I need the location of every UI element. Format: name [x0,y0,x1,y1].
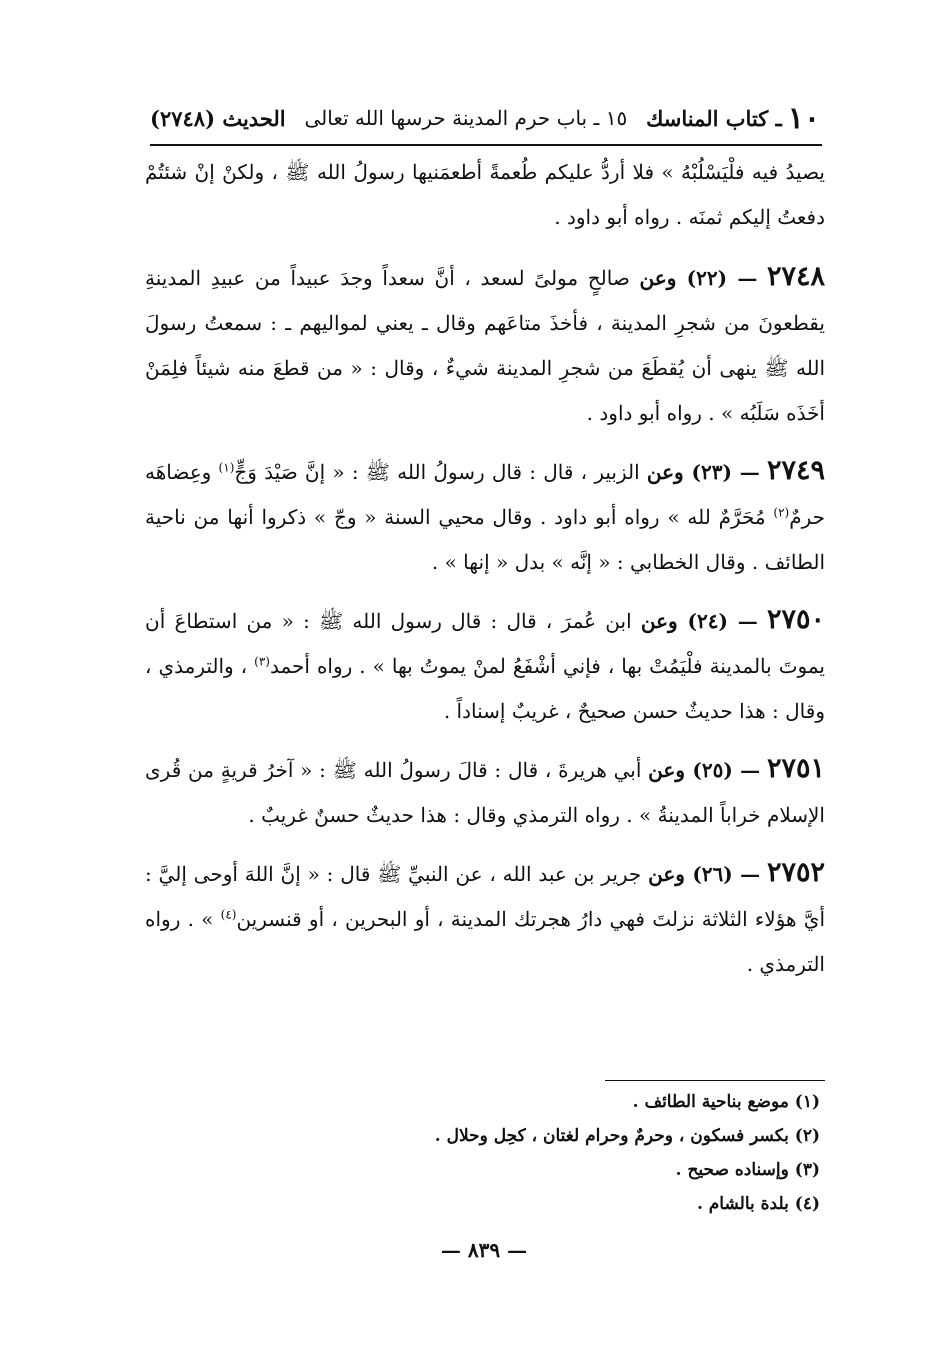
hadith-continuation [145,150,825,240]
hadith-2751 [145,746,825,838]
chapter-title: ـ كتاب المناسك [646,105,782,131]
hadith-number: ٢٧٥٢ [766,857,825,888]
footnote-ref-4[interactable]: (٤) [220,907,237,922]
footnote-ref-2[interactable]: (٢) [773,505,790,520]
footnote-separator [605,1080,825,1081]
paragraph-text: جرير بن عبد الله ، عن النبيِّ ﷺ قال : « إنَّ اللهَ أوحى إليَّ : أيَّ هؤلاء الثلاثة نزلتَ فهي دارُ هجرتك المدينة ، أو البحرين ، أو قنسرين [145,862,825,931]
paragraph-text-b: وعِضاهَه حرمٌ [145,460,826,529]
paragraph-text-b: » . رواه الترمذي . [145,907,825,976]
chapter-heading [646,101,820,136]
narrator-intro: — (٢٦) وعن [648,862,761,886]
page-number: — ٨٣٩ — [440,1238,528,1262]
footnote-4: (٤) بلدة بالشام . [696,1194,820,1214]
running-header [150,98,820,138]
footnote-ref-3[interactable]: (٣) [254,654,270,669]
hadith-2748 [145,254,825,436]
footnote-3: (٣) وإسناده صحيح . [675,1160,820,1180]
hadith-2752 [145,850,825,987]
narrator-intro: — (٢٥) وعن [648,758,761,782]
narrator-intro: — (٢٣) وعن [646,460,760,484]
paragraph-text: يصيدُ فيه فلْيَسْلُبْهُ » فلا أردُّ عليكم طُعمةً أطعمَنيها رسولُ الله ﷺ ، ولكنْ إنْ شئتُمْ دفعتُ إليكم ثمنَه . رواه أبو داود . [145,160,825,229]
narrator-intro: — (٢٤) وعن [640,609,758,633]
hadith-reference: الحديث (٢٧٤٨) [150,105,286,131]
footnote-2: (٢) بكسر فسكون ، وحرمٌ وحرام لغتان ، كحِل وحلال . [434,1126,820,1146]
hadith-2749 [145,448,825,585]
paragraph-text: الزبير ، قال : قال رسولُ الله ﷺ : « إنَّ صَيْدَ وَجٍّ [234,460,640,484]
main-text [145,150,825,999]
footnote-ref-1[interactable]: (١) [218,460,235,475]
hadith-number: ٢٧٥٠ [766,604,825,635]
footnote-1: (١) موضع بناحية الطائف . [632,1092,820,1112]
section-title: ١٥ ـ باب حرم المدينة حرسها الله تعالى [304,106,628,130]
paragraph-text-b: ، والترمذي ، وقال : هذا حديثٌ حسن صحيحٌ ، غريبٌ إسناداً . [145,654,825,723]
footnotes [300,1085,820,1221]
paragraph-text-c: مُحَرَّمٌ لله » رواه أبو داود . وقال محيي السنة « وجّ » ذكروا أنها من ناحية الطائف . وقال الخطابي : « إنَّه » بدل « إنها » . [145,505,825,574]
hadith-number: ٢٧٤٨ [767,261,826,292]
hadith-2750 [145,597,825,734]
header-rule [150,144,822,146]
paragraph-text: ابن عُمرَ ، قال : قال رسول الله ﷺ : « من استطاعَ أن يموتَ بالمدينة فلْيَمُتْ بها ، فإني أشْفَعُ لمنْ يموتُ بها » . رواه أحمد [145,609,825,678]
chapter-number: ١٠ [787,100,820,136]
hadith-number: ٢٧٤٩ [767,455,826,486]
hadith-number: ٢٧٥١ [766,753,825,784]
narrator-intro: — (٢٢) وعن [639,266,758,290]
paragraph-text: أبي هريرةَ ، قال : قالَ رسولُ الله ﷺ : « آخرُ قريةٍ من قُرى الإسلام خراباً المدينةُ » . رواه الترمذي وقال : هذا حديثٌ حسنٌ غريبٌ . [145,758,825,827]
paragraph-text: صالحٍ مولىً لسعد ، أنَّ سعداً وجدَ عبيداً من عبيدِ المدينةِ يقطعونَ من شجرِ المدينة ، فأخذَ متاعَهم وقال ـ يعني لمواليهم ـ : سمعتُ رسولَ الله ﷺ ينهى أن يُقطَعَ من شجرِ المدينة شيءٌ ، وقال : « من قطعَ منه شيئاً فلِمَنْ أخَذَه سَلَبُه » . رواه أبو داود . [145,266,826,425]
